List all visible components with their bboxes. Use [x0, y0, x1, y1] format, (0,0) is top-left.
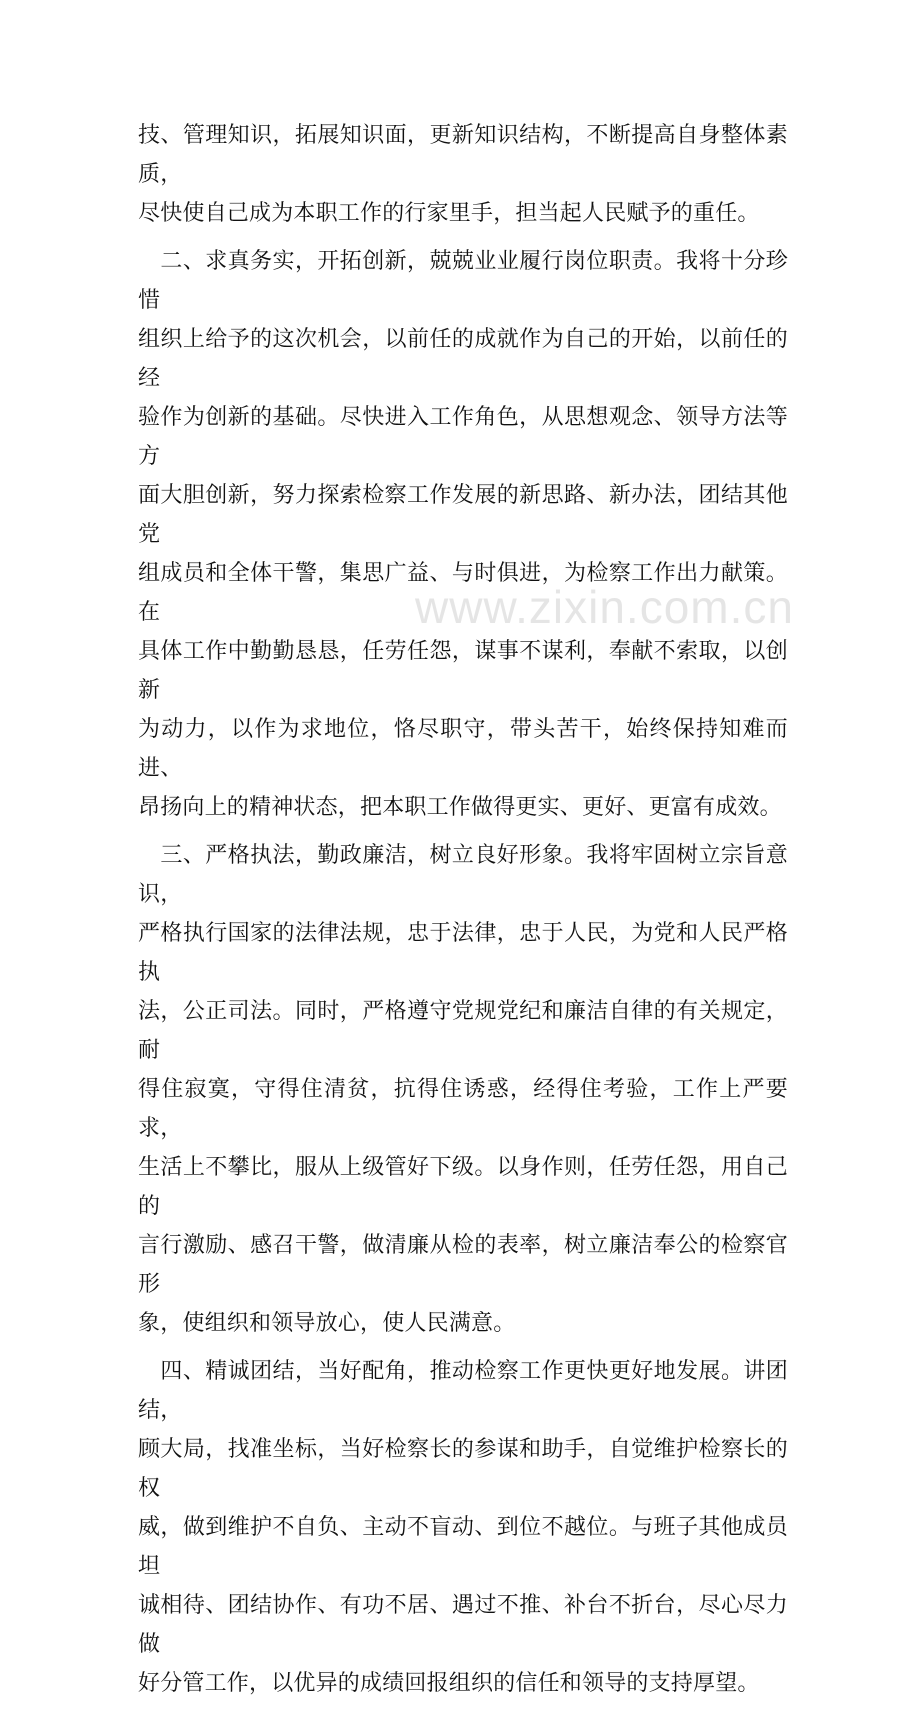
paragraph-1: 技、管理知识，拓展知识面，更新知识结构，不断提高自身整体素质， 尽快使自己成为本职工作的行家里手，担当起人民赋予的重任。 [138, 123, 788, 226]
document-body [138, 116, 788, 1712]
paragraph-2: 二、求真务实，开拓创新，兢兢业业履行岗位职责。我将十分珍惜 组织上给予的这次机会，以前任的成就作为自己的开始，以前任的经 验作为创新的基础。尽快进入工作角色，从思想观念、领导方法等方 面大胆创新，努力探索检察工作发展的新思路、新办法，团结其他党 组成员和全体干警，集思广益、与时俱进，为检察工作出力献策。在 具体工作中勤勤恳恳，任劳任怨，谋事不谋利，奉献不索取，以创新 为动力，以作为求地位，恪尽职守，带头苦干，始终保持知难而进、 昂扬向上的精神状态，把本职工作做得更实、更好、更富有成效。 [138, 249, 788, 820]
watermark-text: www.zixin.com.cn [415, 581, 794, 633]
paragraph-4: 四、精诚团结，当好配角，推动检察工作更快更好地发展。讲团结， 顾大局，找准坐标，当好检察长的参谋和助手，自觉维护检察长的权 威，做到维护不自负、主动不盲动、到位不越位。与班子其他成员坦 诚相待、团结协作、有功不居、遇过不推、补台不折台，尽心尽力做 好分管工作，以优异的成绩回报组织的信任和领导的支持厚望。 [138, 1359, 788, 1696]
paragraph-3: 三、严格执法，勤政廉洁，树立良好形象。我将牢固树立宗旨意识， 严格执行国家的法律法规，忠于法律，忠于人民，为党和人民严格执 法，公正司法。同时，严格遵守党规党纪和廉洁自律的有关规定，耐 得住寂寞，守得住清贫，抗得住诱惑，经得住考验，工作上严要求， 生活上不攀比，服从上级管好下级。以身作则，任劳任怨，用自己的 言行激励、感召干警，做清廉从检的表率，树立廉洁奉公的检察官形 象，使组织和领导放心，使人民满意。 [138, 843, 788, 1336]
